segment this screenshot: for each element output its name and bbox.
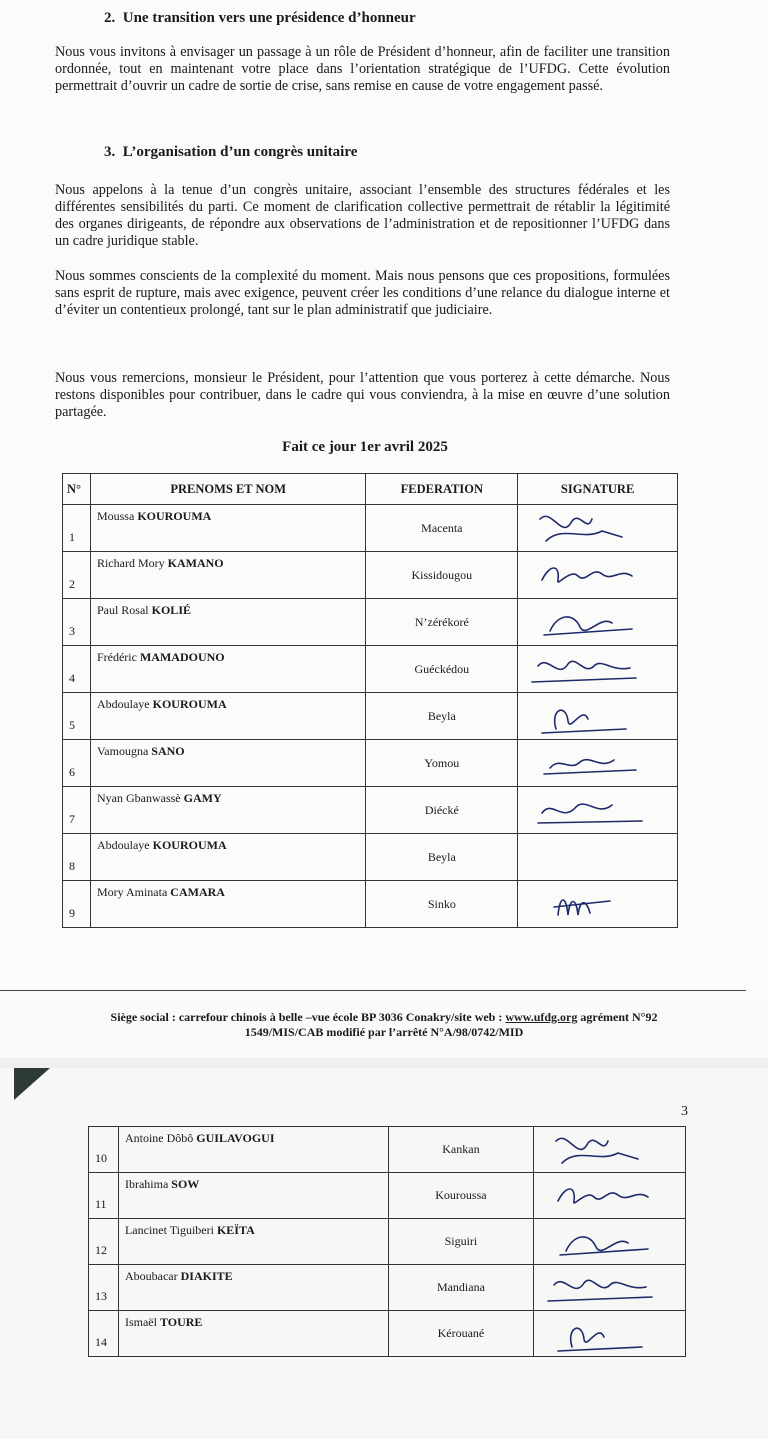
signature-cell [518,599,678,646]
signatory-name [90,881,365,928]
last-name: KEÏTA [216,1223,255,1237]
page-number: 3 [681,1104,688,1119]
signature-cell [518,834,678,881]
table-row [89,1127,686,1173]
header-signature: SIGNATURE [518,474,678,505]
row-number: 12 [89,1219,119,1265]
signature-cell [534,1311,686,1357]
last-name: KOUROUMA [152,838,227,852]
handwritten-signature [540,887,690,934]
last-name: GUILAVOGUI [196,1131,275,1145]
row-number: 8 [63,834,91,881]
last-name: DIAKITE [180,1269,233,1283]
signatory-name [118,1265,388,1311]
row-number: 7 [63,787,91,834]
signature-cell [534,1265,686,1311]
signatory-name [90,599,365,646]
federation: Macenta [366,505,518,552]
signature-cell [534,1219,686,1265]
table-row [89,1311,686,1357]
corner-mark [14,1068,50,1100]
first-name: Richard Mory [96,556,165,570]
first-name: Nyan Gbanwassè [96,791,181,805]
federation: Kissidougou [366,552,518,599]
date-line: Fait ce jour 1er avril 2025 [282,439,448,455]
first-name: Antoine Dôbô [124,1131,194,1145]
first-name: Paul Rosal [96,603,149,617]
last-name: GAMY [183,791,222,805]
section-3-heading: 3. L’organisation d’un congrès unitaire [104,144,358,160]
last-name: KAMANO [167,556,224,570]
last-name: KOUROUMA [152,697,227,711]
first-name: Mory Aminata [96,885,168,899]
signature-cell [518,552,678,599]
federation: Beyla [366,693,518,740]
signatory-name [118,1311,388,1357]
footer-address: Siège social : carrefour chinois à belle –vue école BP 3036 Conakry/site web : www.ufdg.org agrément N°92 1549/MIS/CAB modifié par l’arrêté N°A/98/0742/MID [110,1010,658,1039]
page-gap [0,1058,768,1068]
table-row [63,693,678,740]
header-num: N° [63,474,91,505]
signature-cell [518,740,678,787]
first-name: Lancinet Tiguiberi [124,1223,214,1237]
first-name: Moussa [96,509,135,523]
last-name: KOUROUMA [137,509,212,523]
header-name: PRENOMS ET NOM [90,474,365,505]
row-number: 4 [63,646,91,693]
federation: Sinko [366,881,518,928]
signature-cell [518,693,678,740]
paragraph-complexity: Nous sommes conscients de la complexité du moment. Mais nous pensons que ces propositions, formulées sans esprit de rupture, mais avec exigence, peuvent créer les conditions d’une relance du dialogue interne et d’éviter un contentieux prolongé, tant sur le plan administratif que judiciaire. [55,268,670,318]
first-name: Vamougna [96,744,149,758]
header-federation: FEDERATION [366,474,518,505]
federation: Kérouané [388,1311,534,1357]
row-number: 1 [63,505,91,552]
paragraph-thanks: Nous vous remercions, monsieur le Président, pour l’attention que vous porterez à cette démarche. Nous restons disponibles pour contribuer, dans le cadre qui vous conviendra, à la mise en œuvre d’une solution partagée. [55,370,670,420]
last-name: KOLIÉ [151,603,191,617]
signature-cell [518,787,678,834]
table-row [63,787,678,834]
table-row [89,1173,686,1219]
row-number: 6 [63,740,91,787]
table-row [63,505,678,552]
federation: N’zérékoré [366,599,518,646]
first-name: Ismaël [124,1315,157,1329]
table-header-row [63,474,678,505]
last-name: CAMARA [170,885,225,899]
last-name: SANO [151,744,185,758]
federation: Diécké [366,787,518,834]
row-number: 11 [89,1173,119,1219]
table-row [63,646,678,693]
section-2-heading: 2. Une transition vers une présidence d’honneur [104,10,416,26]
signatory-name [90,693,365,740]
row-number: 10 [89,1127,119,1173]
row-number: 9 [63,881,91,928]
signature-cell [518,646,678,693]
table-row [63,599,678,646]
table-row [63,740,678,787]
signatory-name [90,646,365,693]
signatory-name [90,552,365,599]
signatory-name [90,505,365,552]
federation: Guéckédou [366,646,518,693]
federation: Mandiana [388,1265,534,1311]
first-name: Abdoulaye [96,697,150,711]
signature-cell [534,1127,686,1173]
row-number: 2 [63,552,91,599]
signature-cell [518,881,678,928]
last-name: MAMADOUNO [139,650,225,664]
signatories-table [62,473,678,928]
website-link[interactable]: www.ufdg.org [505,1010,578,1024]
row-number: 13 [89,1265,119,1311]
federation: Siguiri [388,1219,534,1265]
paragraph-unitary-congress: Nous appelons à la tenue d’un congrès unitaire, associant l’ensemble des structures fédérales et les différentes sensibilités du parti. Ce moment de clarification collective permettrait de rétablir la légitimité des organes dirigeants, de répondre aux observations de l’administration et de repositionner l’UFDG dans un cadre juridique stable. [55,182,670,249]
row-number: 5 [63,693,91,740]
signature-cell [518,505,678,552]
last-name: TOURE [159,1315,203,1329]
first-name: Ibrahima [124,1177,169,1191]
first-name: Abdoulaye [96,838,150,852]
federation: Kankan [388,1127,534,1173]
handwritten-signature [552,1317,702,1363]
first-name: Frédéric [96,650,137,664]
signatories-table-continued [88,1126,686,1357]
signatory-name [90,834,365,881]
table-row [63,881,678,928]
signatory-name [118,1173,388,1219]
signatory-name [118,1127,388,1173]
last-name: SOW [171,1177,200,1191]
signature-cell [534,1173,686,1219]
signatory-name [90,740,365,787]
table-row [89,1265,686,1311]
footer-rule [0,990,746,991]
paragraph-honorary-presidency: Nous vous invitons à envisager un passage à un rôle de Président d’honneur, afin de faciliter une transition ordonnée, tout en maintenant votre place dans l’orientation stratégique de l’UFDG. Cette évolution permettrait d’ouvrir un cadre de sortie de crise, sans remise en cause de votre engagement passé. [55,44,670,94]
federation: Beyla [366,834,518,881]
row-number: 14 [89,1311,119,1357]
first-name: Aboubacar [124,1269,178,1283]
table-row [63,552,678,599]
signatory-name [118,1219,388,1265]
federation: Yomou [366,740,518,787]
table-row [89,1219,686,1265]
signatory-name [90,787,365,834]
row-number: 3 [63,599,91,646]
table-row [63,834,678,881]
federation: Kouroussa [388,1173,534,1219]
